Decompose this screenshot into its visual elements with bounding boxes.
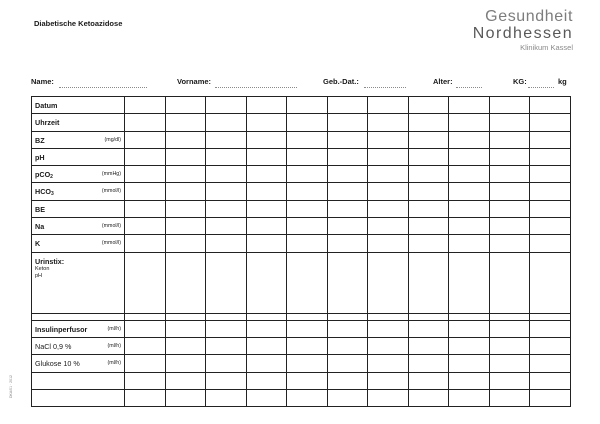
entry-cell[interactable]	[206, 97, 247, 114]
entry-cell[interactable]	[125, 337, 166, 354]
logo-line-2: Nordhessen	[472, 25, 573, 42]
entry-cell[interactable]	[125, 320, 166, 337]
entry-cell[interactable]	[287, 355, 328, 372]
entry-cell[interactable]	[125, 252, 166, 313]
row-label-subscript: 3	[50, 191, 54, 198]
entry-cell[interactable]	[368, 148, 409, 165]
entry-cell[interactable]	[368, 114, 409, 131]
entry-cell[interactable]	[449, 389, 490, 406]
entry-cell[interactable]	[449, 218, 490, 235]
entry-cell[interactable]	[489, 114, 530, 131]
entry-cell[interactable]	[449, 252, 490, 313]
row-label	[35, 239, 40, 248]
entry-cell[interactable]	[327, 148, 368, 165]
entry-cell[interactable]	[327, 97, 368, 114]
row-label-text: HCO	[35, 187, 51, 197]
alter-label: Alter:	[433, 77, 453, 86]
row-sublabel: pH	[35, 273, 43, 280]
entry-cell[interactable]	[408, 200, 449, 217]
row-label-cell	[32, 200, 125, 217]
row-label-cell	[32, 320, 125, 337]
patient-info-row	[31, 77, 571, 89]
row-label-text: BE	[35, 204, 45, 214]
entry-cell[interactable]	[206, 183, 247, 200]
entry-cell[interactable]	[368, 200, 409, 217]
entry-cell[interactable]	[489, 148, 530, 165]
entry-cell[interactable]	[368, 166, 409, 183]
alter-field[interactable]	[456, 87, 482, 88]
entry-cell[interactable]	[246, 252, 287, 313]
entry-cell[interactable]	[165, 218, 206, 235]
entry-cell[interactable]	[246, 114, 287, 131]
row-label-text: Insulinperfusor	[35, 324, 88, 334]
entry-cell[interactable]	[206, 355, 247, 372]
entry-cell[interactable]	[530, 200, 571, 217]
entry-cell[interactable]	[408, 148, 449, 165]
row-label	[35, 205, 45, 214]
entry-cell[interactable]	[489, 355, 530, 372]
entry-cell[interactable]	[125, 183, 166, 200]
entry-cell[interactable]	[449, 372, 490, 389]
form-code: DKA/01 · 2012	[9, 375, 13, 398]
entry-cell[interactable]	[327, 389, 368, 406]
entry-cell[interactable]	[368, 337, 409, 354]
row-label	[35, 342, 71, 351]
entry-cell[interactable]	[408, 114, 449, 131]
entry-cell[interactable]	[408, 337, 449, 354]
entry-cell[interactable]	[530, 337, 571, 354]
entry-cell[interactable]	[246, 218, 287, 235]
entry-cell[interactable]	[368, 218, 409, 235]
row-label	[35, 325, 87, 334]
row-spacer	[32, 313, 571, 320]
row-label-text: Glukose 10 %	[35, 359, 80, 369]
entry-cell[interactable]	[165, 235, 206, 252]
entry-cell[interactable]	[489, 337, 530, 354]
entry-cell[interactable]	[368, 320, 409, 337]
entry-cell[interactable]	[449, 131, 490, 148]
entry-cell[interactable]	[246, 320, 287, 337]
entry-cell[interactable]	[530, 235, 571, 252]
entry-cell[interactable]	[165, 389, 206, 406]
entry-cell[interactable]	[125, 355, 166, 372]
table-row	[32, 355, 571, 372]
entry-cell[interactable]	[489, 389, 530, 406]
kg-unit: kg	[558, 77, 567, 86]
row-label-cell	[32, 355, 125, 372]
row-label	[35, 153, 45, 162]
geb-dat-label: Geb.-Dat.:	[323, 77, 359, 86]
row-label	[35, 118, 59, 127]
entry-cell[interactable]	[449, 114, 490, 131]
entry-cell[interactable]	[287, 131, 328, 148]
row-label	[35, 136, 45, 145]
row-unit: (ml/h)	[107, 325, 121, 332]
entry-cell[interactable]	[530, 218, 571, 235]
row-unit: (mmHg)	[101, 171, 121, 178]
vorname-label: Vorname:	[177, 77, 212, 86]
entry-cell[interactable]	[449, 235, 490, 252]
entry-cell[interactable]	[408, 252, 449, 313]
entry-cell[interactable]	[287, 148, 328, 165]
entry-cell[interactable]	[165, 97, 206, 114]
entry-cell[interactable]	[206, 235, 247, 252]
entry-cell[interactable]	[327, 337, 368, 354]
entry-cell[interactable]	[287, 337, 328, 354]
row-unit: (mmol/l)	[101, 188, 121, 195]
entry-cell[interactable]	[449, 183, 490, 200]
row-label	[35, 187, 54, 197]
entry-cell[interactable]	[449, 337, 490, 354]
entry-cell[interactable]	[327, 235, 368, 252]
entry-cell[interactable]	[327, 355, 368, 372]
entry-cell[interactable]	[125, 235, 166, 252]
entry-cell[interactable]	[489, 166, 530, 183]
entry-cell[interactable]	[246, 389, 287, 406]
row-sublabel: Keton	[35, 265, 50, 272]
entry-cell[interactable]	[449, 355, 490, 372]
row-label-cell	[32, 235, 125, 252]
entry-cell[interactable]	[368, 252, 409, 313]
entry-cell[interactable]	[125, 218, 166, 235]
entry-cell[interactable]	[489, 218, 530, 235]
table-row	[32, 218, 571, 235]
row-label-text: Na	[35, 222, 45, 232]
entry-cell[interactable]	[206, 114, 247, 131]
entry-cell[interactable]	[408, 235, 449, 252]
entry-cell[interactable]	[530, 97, 571, 114]
entry-cell[interactable]	[489, 131, 530, 148]
entry-cell[interactable]	[287, 114, 328, 131]
row-label-cell	[32, 97, 125, 114]
row-label-text: K	[35, 239, 41, 249]
measurement-table	[31, 96, 571, 407]
entry-cell[interactable]	[165, 252, 206, 313]
row-unit: (mg/dl)	[104, 136, 121, 143]
entry-cell[interactable]	[327, 252, 368, 313]
row-label	[35, 222, 44, 231]
entry-cell[interactable]	[206, 148, 247, 165]
entry-cell[interactable]	[246, 200, 287, 217]
entry-cell[interactable]	[368, 235, 409, 252]
entry-cell[interactable]	[408, 166, 449, 183]
vorname-field[interactable]	[215, 87, 297, 88]
entry-cell[interactable]	[449, 97, 490, 114]
entry-cell[interactable]	[489, 320, 530, 337]
entry-cell[interactable]	[206, 131, 247, 148]
entry-cell[interactable]	[368, 372, 409, 389]
entry-cell[interactable]	[125, 166, 166, 183]
entry-cell[interactable]	[125, 372, 166, 389]
entry-cell[interactable]	[206, 372, 247, 389]
entry-cell[interactable]	[408, 97, 449, 114]
entry-cell[interactable]	[287, 97, 328, 114]
entry-cell[interactable]	[165, 183, 206, 200]
entry-cell[interactable]	[408, 355, 449, 372]
entry-cell[interactable]	[530, 131, 571, 148]
entry-cell[interactable]	[327, 114, 368, 131]
entry-cell[interactable]	[206, 337, 247, 354]
logo-line-3: Klinikum Kassel	[520, 43, 573, 52]
entry-cell[interactable]	[206, 166, 247, 183]
entry-cell[interactable]	[287, 200, 328, 217]
entry-cell[interactable]	[206, 252, 247, 313]
kg-field[interactable]	[528, 87, 554, 88]
entry-cell[interactable]	[125, 389, 166, 406]
table-row	[32, 166, 571, 183]
entry-cell[interactable]	[368, 131, 409, 148]
entry-cell[interactable]	[530, 183, 571, 200]
entry-cell[interactable]	[165, 166, 206, 183]
table-row	[32, 183, 571, 200]
table-row	[32, 389, 571, 406]
row-label-cell	[32, 114, 125, 131]
entry-cell[interactable]	[489, 235, 530, 252]
entry-cell[interactable]	[449, 200, 490, 217]
entry-cell[interactable]	[125, 148, 166, 165]
entry-cell[interactable]	[246, 355, 287, 372]
entry-cell[interactable]	[489, 97, 530, 114]
entry-cell[interactable]	[489, 252, 530, 313]
entry-cell[interactable]	[287, 218, 328, 235]
row-label-cell	[32, 252, 125, 313]
entry-cell[interactable]	[287, 372, 328, 389]
entry-cell[interactable]	[125, 131, 166, 148]
entry-cell[interactable]	[408, 389, 449, 406]
entry-cell[interactable]	[408, 372, 449, 389]
entry-cell[interactable]	[206, 389, 247, 406]
row-label-cell	[32, 166, 125, 183]
entry-cell[interactable]	[206, 320, 247, 337]
entry-cell[interactable]	[327, 200, 368, 217]
entry-cell[interactable]	[165, 355, 206, 372]
row-sublabels	[35, 266, 49, 281]
row-label-cell	[32, 337, 125, 354]
logo-line-1: Gesundheit	[485, 8, 573, 25]
entry-cell[interactable]	[489, 372, 530, 389]
entry-cell[interactable]	[368, 97, 409, 114]
entry-cell[interactable]	[287, 166, 328, 183]
entry-cell[interactable]	[246, 183, 287, 200]
table-row	[32, 148, 571, 165]
entry-cell[interactable]	[206, 218, 247, 235]
row-label-text: Uhrzeit	[35, 118, 60, 128]
entry-cell[interactable]	[530, 114, 571, 131]
row-label-cell	[32, 148, 125, 165]
row-label-subscript: 2	[50, 174, 53, 181]
row-label-text: pCO	[35, 170, 51, 180]
row-label	[35, 170, 53, 180]
entry-cell[interactable]	[530, 148, 571, 165]
entry-cell[interactable]	[449, 166, 490, 183]
row-label	[35, 359, 80, 368]
table-row	[32, 252, 571, 313]
entry-cell[interactable]	[246, 235, 287, 252]
row-label-text: Urinstix:	[35, 256, 65, 266]
row-label-cell	[32, 389, 125, 406]
row-label-cell	[32, 131, 125, 148]
table-row	[32, 235, 571, 252]
table-row	[32, 131, 571, 148]
entry-cell[interactable]	[327, 166, 368, 183]
entry-cell[interactable]	[246, 337, 287, 354]
clinic-logo	[473, 9, 573, 52]
row-unit: (mmol/l)	[101, 223, 121, 230]
entry-cell[interactable]	[125, 200, 166, 217]
entry-cell[interactable]	[206, 200, 247, 217]
entry-cell[interactable]	[165, 131, 206, 148]
entry-cell[interactable]	[287, 235, 328, 252]
entry-cell[interactable]	[246, 97, 287, 114]
entry-cell[interactable]	[530, 389, 571, 406]
entry-cell[interactable]	[246, 372, 287, 389]
entry-cell[interactable]	[408, 320, 449, 337]
row-label-text: pH	[35, 152, 45, 162]
entry-cell[interactable]	[489, 183, 530, 200]
entry-cell[interactable]	[327, 372, 368, 389]
entry-cell[interactable]	[246, 148, 287, 165]
geb-dat-field[interactable]	[364, 87, 406, 88]
table-row	[32, 372, 571, 389]
entry-cell[interactable]	[287, 183, 328, 200]
row-unit: (ml/h)	[107, 342, 121, 349]
entry-cell[interactable]	[165, 148, 206, 165]
entry-cell[interactable]	[246, 131, 287, 148]
entry-cell[interactable]	[165, 372, 206, 389]
entry-cell[interactable]	[165, 320, 206, 337]
entry-cell[interactable]	[287, 320, 328, 337]
entry-cell[interactable]	[408, 131, 449, 148]
entry-cell[interactable]	[165, 114, 206, 131]
entry-cell[interactable]	[408, 218, 449, 235]
entry-cell[interactable]	[327, 183, 368, 200]
entry-cell[interactable]	[449, 320, 490, 337]
entry-cell[interactable]	[246, 166, 287, 183]
entry-cell[interactable]	[125, 114, 166, 131]
table-row	[32, 114, 571, 131]
entry-cell[interactable]	[327, 218, 368, 235]
row-label-text: Datum	[35, 101, 58, 110]
entry-cell[interactable]	[287, 252, 328, 313]
entry-cell[interactable]	[489, 200, 530, 217]
entry-cell[interactable]	[408, 183, 449, 200]
entry-cell[interactable]	[368, 355, 409, 372]
table-row	[32, 97, 571, 114]
kg-label: KG:	[513, 77, 527, 86]
name-field[interactable]	[59, 87, 147, 88]
row-unit: (ml/h)	[107, 360, 121, 367]
entry-cell[interactable]	[530, 355, 571, 372]
entry-cell[interactable]	[368, 389, 409, 406]
row-unit: (mmol/l)	[101, 240, 121, 247]
row-label-cell	[32, 183, 125, 200]
table-row	[32, 337, 571, 354]
document-title: Diabetische Ketoazidose	[34, 19, 123, 28]
entry-cell[interactable]	[327, 320, 368, 337]
table-row	[32, 200, 571, 217]
entry-cell[interactable]	[327, 131, 368, 148]
row-label	[35, 257, 64, 266]
entry-cell[interactable]	[530, 252, 571, 313]
table-row	[32, 320, 571, 337]
row-label-text: BZ	[35, 135, 45, 145]
name-label: Name:	[31, 77, 54, 86]
entry-cell[interactable]	[530, 372, 571, 389]
row-label-text: NaCl 0,9 %	[35, 341, 72, 351]
entry-cell[interactable]	[530, 166, 571, 183]
entry-cell[interactable]	[165, 337, 206, 354]
row-label	[35, 101, 57, 110]
entry-cell[interactable]	[125, 97, 166, 114]
entry-cell[interactable]	[165, 200, 206, 217]
entry-cell[interactable]	[287, 389, 328, 406]
entry-cell[interactable]	[530, 320, 571, 337]
row-label-cell	[32, 218, 125, 235]
row-label-cell	[32, 372, 125, 389]
entry-cell[interactable]	[368, 183, 409, 200]
entry-cell[interactable]	[449, 148, 490, 165]
